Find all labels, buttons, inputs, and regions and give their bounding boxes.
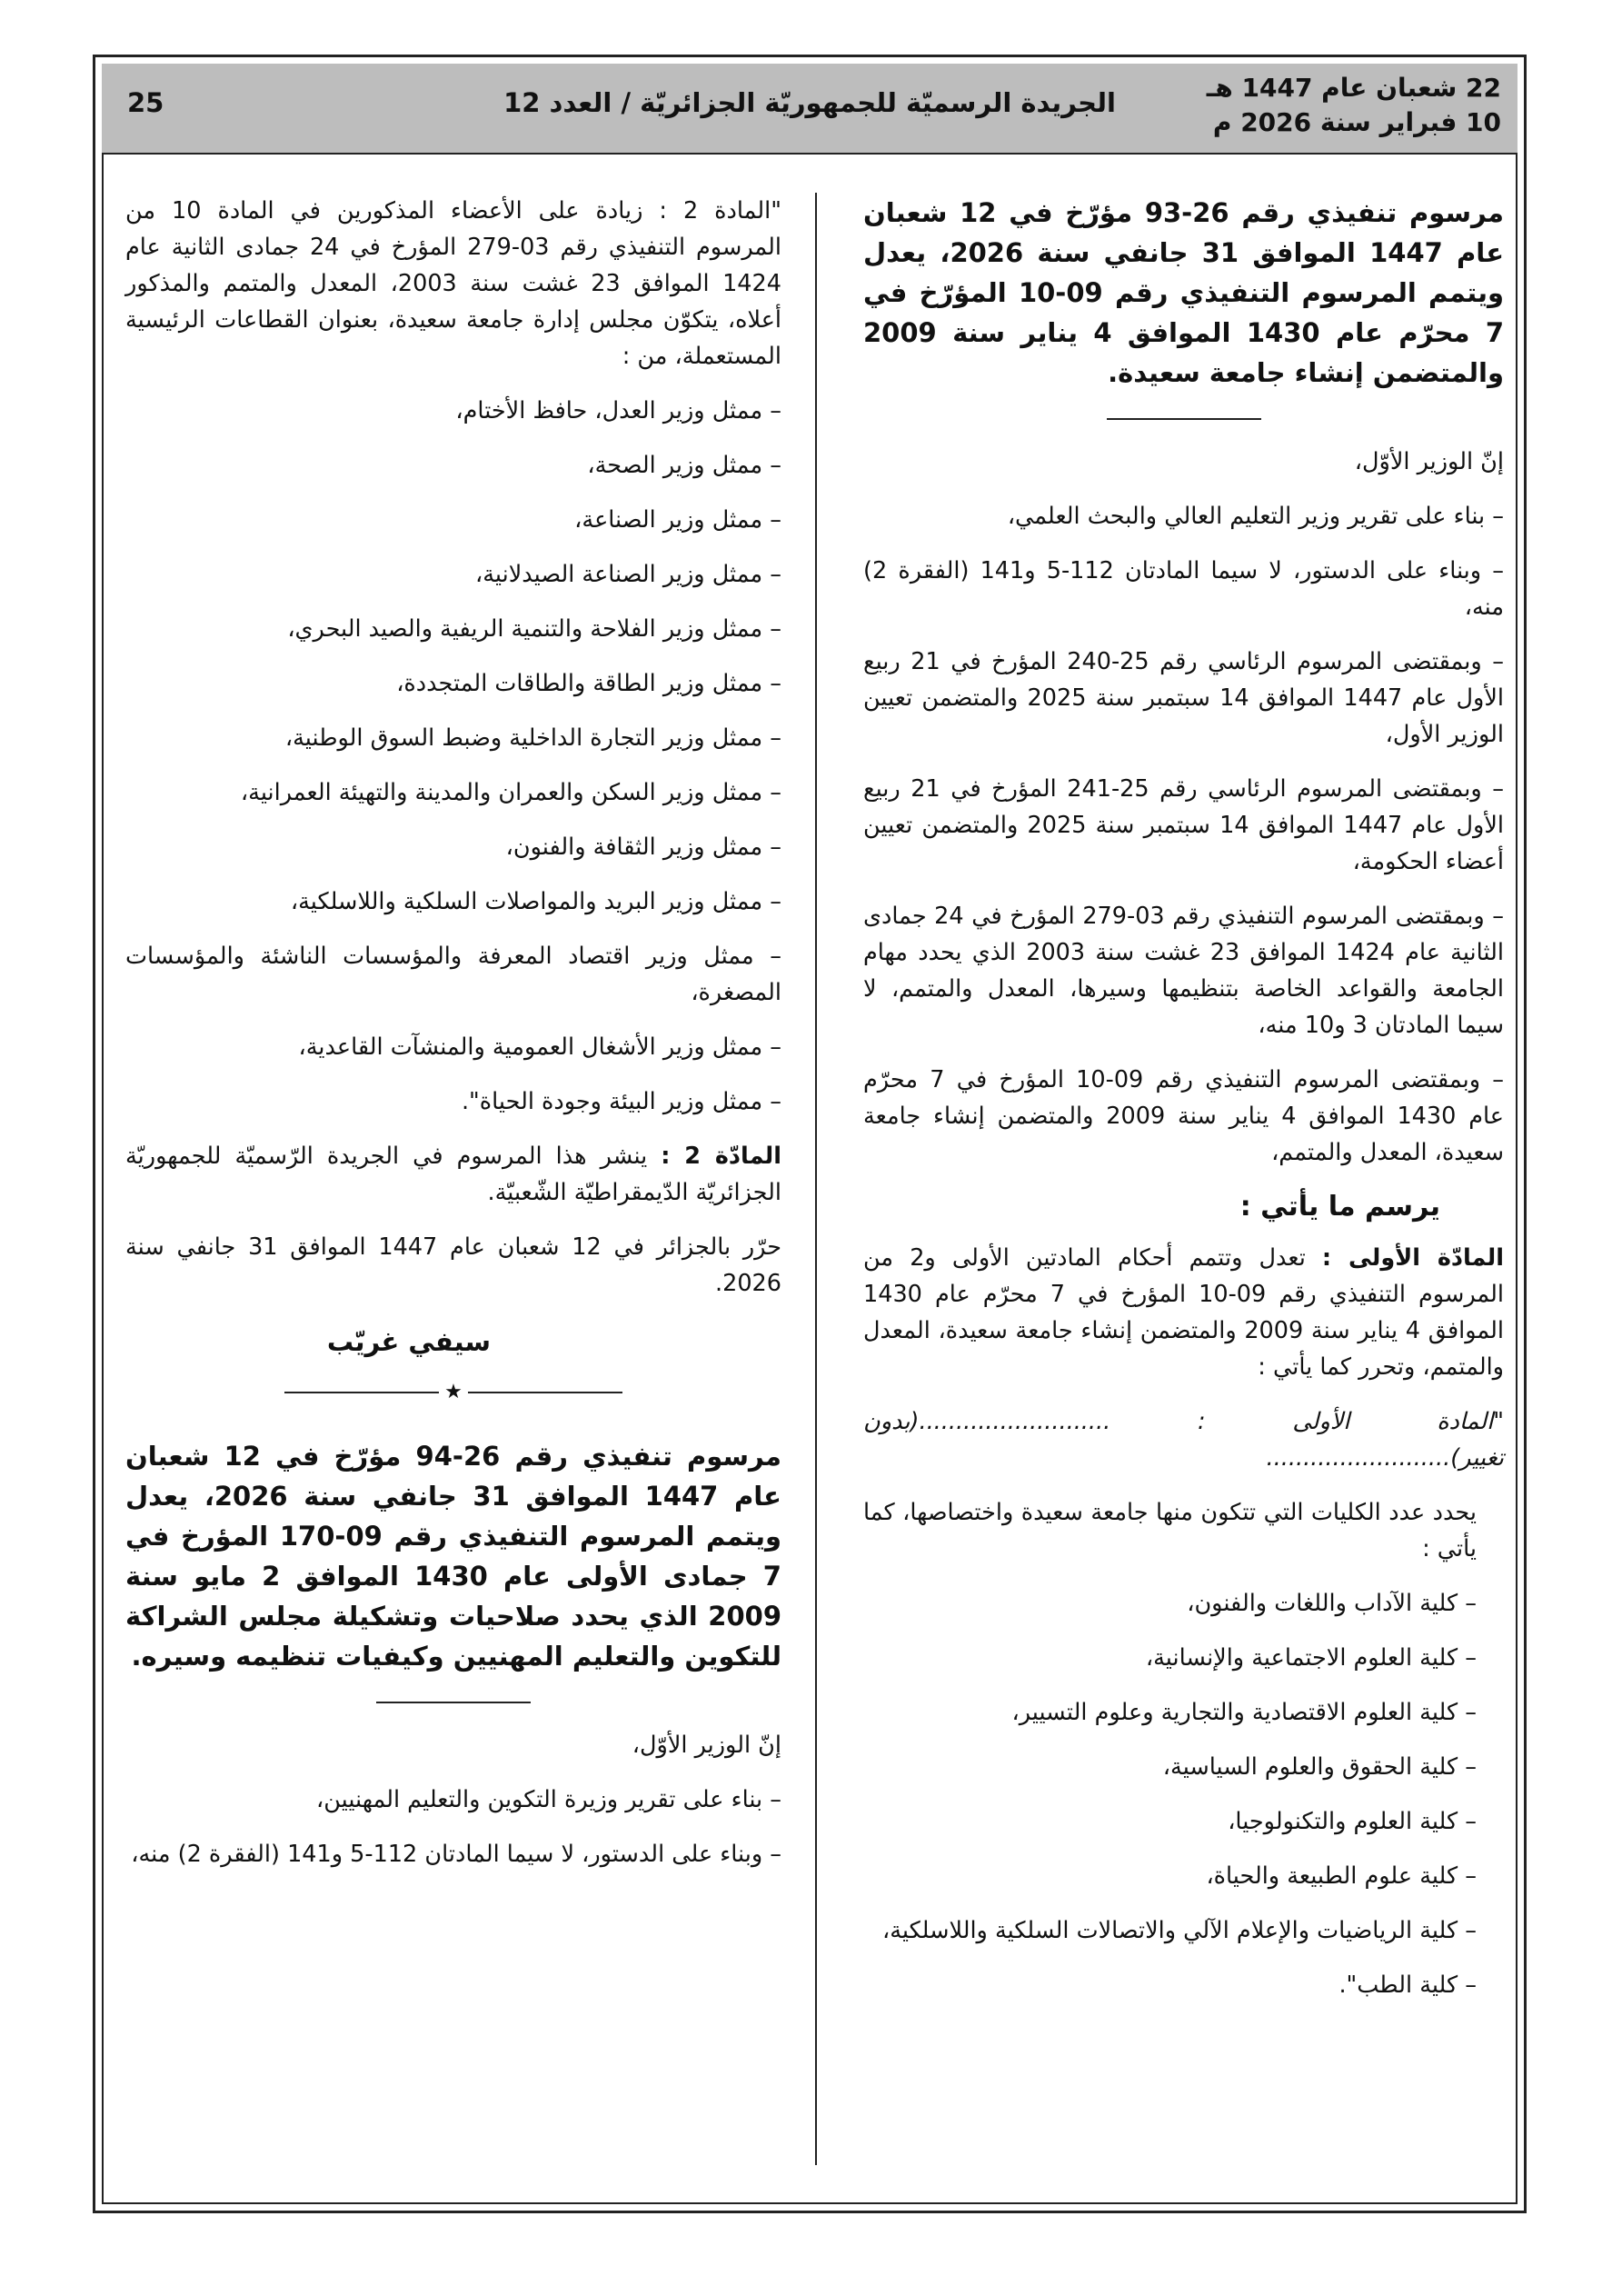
faculty-item: – كلية العلوم الاجتماعية والإنسانية، [1145,1644,1477,1672]
member-item: – ممثل وزير الثقافة والفنون، [505,834,781,861]
member-item: – ممثل وزير العدل، حافظ الأختام، [455,397,781,424]
preamble-item: – وبمقتضى المرسوم التنفيذي رقم 09-10 المؤرخ في 7 محرّم عام 1430 الموافق 4 يناير سنة 2009 والمتضمن إنشاء جامعة سعيدة، المعدل والمتمم، [863,1066,1504,1166]
article-2 [125,1138,781,1211]
member-item: – ممثل وزير السكن والعمران والمدينة والتهيئة العمرانية، [240,779,781,806]
decree-94-title: مرسوم تنفيذي رقم 26-94 مؤرّخ في 12 شعبان عام 1447 الموافق 31 جانفي سنة 2026، يعدل ويتمم المرسوم التنفيذي رقم 09-170 المؤرخ في 7 جمادى الأولى عام 1430 الموافق 2 مايو سنة 2009 الذي يحدد صلاحيات وتشكيلة مجلس الشراكة للتكوين والتعليم المهنيين وكيفيات تنظيمه وسيره. [125,1441,782,1672]
preamble-item: – وبناء على الدستور، لا سيما المادتان 112-5 و141 (الفقرة 2) منه، [131,1841,781,1868]
article-1-text: تعدل وتتمم أحكام المادتين الأولى و2 من المرسوم التنفيذي رقم 09-10 المؤرخ في 7 محرّم عام 1430 الموافق 4 يناير سنة 2009 والمتضمن إنشاء جامعة سعيدة، المعدل والمتمم، وتحرر كما يأتي : [863,1244,1504,1381]
preamble-item: – وبمقتضى المرسوم التنفيذي رقم 03-279 المؤرخ في 24 جمادى الثانية عام 1424 الموافق 23 غشت سنة 2003 الذي يحدد مهام الجامعة والقواعد الخاصة بتنظيمها وسيرها، المعدل والمتمم، لا سيما المادتان 3 و10 منه، [863,903,1505,1039]
star-separator [125,1374,781,1411]
preamble-item: – بناء على تقرير وزير التعليم العالي والبحث العلمي، [1007,503,1504,530]
column-divider [815,193,817,2165]
separator-line [468,1392,622,1393]
done-at-line: حرّر بالجزائر في 12 شعبان عام 1447 الموافق 31 جانفي سنة 2026. [125,1233,782,1297]
member-item: – ممثل وزير التجارة الداخلية وضبط السوق الوطنية، [284,724,781,752]
member-item: – ممثل وزير البيئة وجودة الحياة". [461,1088,781,1115]
member-item: – ممثل وزير البريد والمواصلات السلكية واللاسلكية، [290,888,781,915]
decrees-heading: يرسم ما يأتي : [1239,1191,1440,1223]
member-item: – ممثل وزير الصناعة، [574,506,781,534]
title-rule [1107,418,1261,420]
faculty-item: – كلية الحقوق والعلوم السياسية، [1162,1753,1477,1781]
faculty-item: – كلية العلوم الاقتصادية والتجارية وعلوم التسيير، [1011,1699,1477,1726]
preamble-item: – وبناء على الدستور، لا سيما المادتان 112-5 و141 (الفقرة 2) منه، [863,557,1504,621]
article-2-text: ينشر هذا المرسوم في الجريدة الرّسميّة للجمهوريّة الجزائريّة الدّيمقراطيّة الشّعبيّة. [125,1143,781,1206]
prime-minister-line: إنّ الوزير الأوّل، [1354,448,1504,475]
article-2-label: المادّة 2 : [661,1143,781,1170]
page-header [102,64,1518,155]
article-1-label: المادّة الأولى : [1321,1244,1504,1272]
header-hijri-date: 22 شعبان عام 1447 هـ [1206,73,1501,103]
faculty-item: – كلية العلوم والتكنولوجيا، [1228,1808,1477,1835]
title-rule [376,1702,531,1703]
preamble-item: – وبمقتضى المرسوم الرئاسي رقم 25-240 المؤرخ في 21 ربيع الأول عام 1447 الموافق 14 سبتمبر سنة 2025 والمتضمن تعيين الوزير الأول، [863,648,1504,748]
header-title: الجريدة الرسميّة للجمهوريّة الجزائريّة / العدد 12 [503,87,1116,118]
preamble-item: – وبمقتضى المرسوم الرئاسي رقم 25-241 المؤرخ في 21 ربيع الأول عام 1447 الموافق 14 سبتمبر سنة 2025 والمتضمن تعيين أعضاء الحكومة، [863,775,1504,875]
member-item: – ممثل وزير الفلاحة والتنمية الريفية والصيد البحري، [287,615,781,643]
faculty-item: – كلية علوم الطبيعة والحياة، [1206,1862,1477,1890]
article-2-amended: "المادة 2 : زيادة على الأعضاء المذكورين في المادة 10 من المرسوم التنفيذي رقم 03-279 المؤرخ في 24 جمادى الثانية عام 1424 الموافق 23 غشت سنة 2003، المعدل والمتمم والمذكور أعلاه، يتكوّن مجلس إدارة جامعة سعيدة، بعنوان القطاعات الرئيسية المستعملة، من : [125,197,781,370]
member-item: – ممثل وزير الأشغال العمومية والمنشآت القاعدية، [298,1033,781,1061]
member-item: – ممثل وزير الطاقة والطاقات المتجددة، [396,670,781,697]
separator-line [284,1392,439,1393]
page-number: 25 [127,87,164,118]
preamble-item: – بناء على تقرير وزيرة التكوين والتعليم المهنيين، [315,1786,781,1813]
article-1-quote: "المادة الأولى : ..........................(بدون تغيير)......................... [863,1408,1504,1472]
member-item: – ممثل وزير اقتصاد المعرفة والمؤسسات الناشئة والمؤسسات المصغرة، [125,943,781,1006]
faculty-item: – كلية الرياضيات والإعلام الآلي والاتصالات السلكية واللاسلكية، [882,1917,1477,1944]
article-1 [863,1240,1504,1385]
member-item: – ممثل وزير الصناعة الصيدلانية، [475,561,781,588]
right-column [863,193,1504,2021]
member-item: – ممثل وزير الصحة، [587,452,781,479]
faculty-item: – كلية الطب". [1338,1972,1477,1999]
header-gregorian-date: 10 فبراير سنة 2026 م [1212,107,1501,137]
signature: سيفي غريّب [326,1326,491,1357]
faculty-item: – كلية الآداب واللغات والفنون، [1187,1590,1477,1617]
faculties-intro: يحدد عدد الكليات التي تتكون منها جامعة سعيدة واختصاصها، كما يأتي : [863,1499,1477,1562]
left-column [125,193,781,1891]
decree-93-title: مرسوم تنفيذي رقم 26-93 مؤرّخ في 12 شعبان عام 1447 الموافق 31 جانفي سنة 2026، يعدل ويتمم المرسوم التنفيذي رقم 09-10 المؤرّخ في 7 محرّم عام 1430 الموافق 4 يناير سنة 2009 والمتضمن إنشاء جامعة سعيدة. [863,197,1505,388]
prime-minister-line: إنّ الوزير الأوّل، [632,1732,781,1759]
star-icon: ★ [444,1381,463,1403]
